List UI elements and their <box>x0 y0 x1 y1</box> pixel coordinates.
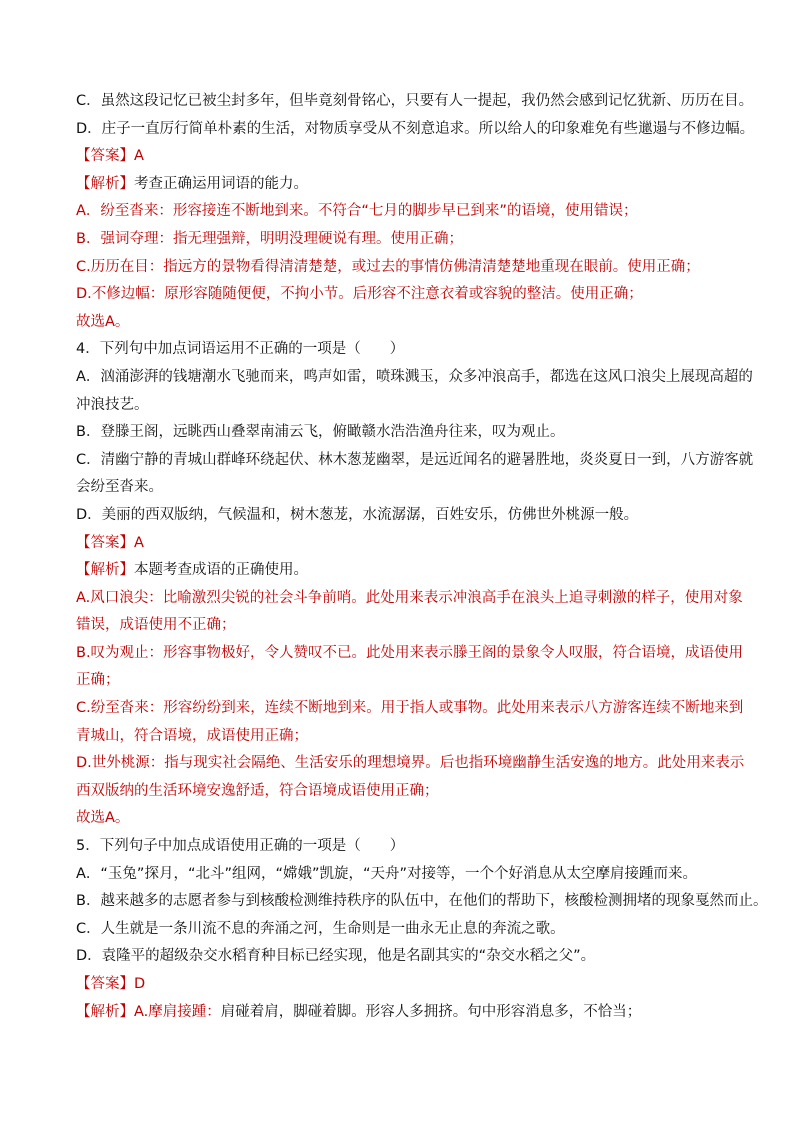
q4-analysis-head <box>76 560 728 580</box>
q5-option-b: B．越来越多的志愿者参与到核酸检测维持秩序的队伍中，在他们的帮助下，核酸检测拥堵的现象戛然而止。 <box>76 893 768 910</box>
q5-option-a: A．“玉兔”探月，“北斗”组网，“嫦娥”凯旋，“天舟”对接等，一个个好消息从太空摩肩接踵而来。 <box>76 865 698 882</box>
q4-conclusion: 故选A。 <box>76 810 130 827</box>
q3-option-c: C．虽然这段记忆已被尘封多年，但毕竟刻骨铭心，只要有人一提起，我仍然会感到记忆犹新、历历在目。 <box>76 93 754 109</box>
analysis-text: 考查正确运用词语的能力。 <box>134 175 308 192</box>
analysis-tag: 【解析】 <box>76 562 134 579</box>
q4-answer <box>76 533 728 553</box>
q4-analysis-b-line1: B.叹为观止：形容事物极好，令人赞叹不已。此处用来表示滕王阁的景象令人叹服，符合语境，成语使用 <box>76 644 744 661</box>
q5-analysis-head <box>76 1002 728 1022</box>
analysis-text: 本题考查成语的正确使用。 <box>134 562 308 579</box>
q4-analysis-a-line2: 错误，成语使用不正确； <box>76 617 236 634</box>
analysis-text: 肩碰着肩，脚碰着脚。形容人多拥挤。句中形容消息多，不恰当； <box>220 1003 642 1020</box>
q5-stem: 5．下列句子中加点成语使用正确的一项是（ ） <box>76 838 405 855</box>
q3-answer <box>76 146 728 166</box>
q3-option-d: D．庄子一直厉行简单朴素的生活，对物质享受从不刻意追求。所以给人的印象难免有些邋遢与不修边幅。 <box>76 120 755 137</box>
answer-value: D <box>134 976 146 992</box>
q3-analysis-a: A．纷至沓来：形容接连不断地到来。不符合“七月的脚步早已到来”的语境，使用错误； <box>76 203 638 220</box>
answer-tag: 【答案】 <box>76 534 134 551</box>
q4-analysis-d-line2: 西双版纳的生活环境安逸舒适，符合语境成语使用正确； <box>76 782 439 799</box>
analysis-tag: 【解析】 <box>76 175 134 192</box>
q5-answer <box>76 974 728 994</box>
q4-stem: 4．下列句中加点词语运用不正确的一项是（ ） <box>76 341 405 358</box>
q3-analysis-c: C.历历在目：指远方的景物看得清清楚楚，或过去的事情仿佛清清楚楚地重现在眼前。使用正确； <box>76 258 700 275</box>
q5-option-d: D．袁隆平的超级杂交水稻育种目标已经实现，他是名副其实的“杂交水稻之父”。 <box>76 948 596 965</box>
q4-option-a-line1: A．汹涌澎湃的钱塘潮水飞驰而来，鸣声如雷，喷珠溅玉，众多冲浪高手，都选在这风口浪尖上展现高超的 <box>76 368 753 385</box>
q5-option-c: C．人生就是一条川流不息的奔涌之河，生命则是一曲永无止息的奔流之歌。 <box>76 920 565 937</box>
q3-analysis-d: D.不修边幅：原形容随随便便，不拘小节。后形容不注意衣着或容貌的整洁。使用正确； <box>76 286 643 303</box>
answer-value: A <box>134 148 144 165</box>
q4-analysis-c-line1: C.纷至沓来：形容纷纷到来，连续不断地到来。用于指人或事物。此处用来表示八方游客连续不断地来到 <box>76 700 744 717</box>
q4-analysis-d-line1: D.世外桃源：指与现实社会隔绝、生活安乐的理想境界。后也指环境幽静生活安逸的地方。此处用来表示 <box>76 755 745 772</box>
analysis-tag: 【解析】 <box>76 1003 134 1020</box>
q4-option-b: B．登滕王阁，远眺西山叠翠南浦云飞，俯瞰赣水浩浩渔舟往来，叹为观止。 <box>76 424 565 441</box>
q4-analysis-c-line2: 青城山，符合语境，成语使用正确； <box>76 727 308 744</box>
document-page <box>76 91 768 1022</box>
q4-option-d: D．美丽的西双版纳，气候温和，树木葱茏，水流潺潺，百姓安乐，仿佛世外桃源一般。 <box>76 506 639 523</box>
analysis-term: A.摩肩接踵： <box>134 1003 221 1020</box>
q3-analysis-head <box>76 174 728 194</box>
q4-option-c-line1: C．清幽宁静的青城山群峰环绕起伏、林木葱茏幽翠，是远近闻名的避暑胜地，炎炎夏日一到，八方游客就 <box>76 451 754 468</box>
q4-option-c-line2: 会纷至沓来。 <box>76 479 163 496</box>
q3-conclusion: 故选A。 <box>76 313 130 330</box>
answer-tag: 【答案】 <box>76 148 134 165</box>
answer-value: A <box>134 534 144 551</box>
answer-tag: 【答案】 <box>76 976 134 992</box>
q3-analysis-b: B．强词夺理：指无理强辩，明明没理硬说有理。使用正确； <box>76 230 463 247</box>
q4-option-a-line2: 冲浪技艺。 <box>76 396 149 413</box>
q4-analysis-b-line2: 正确； <box>76 672 120 689</box>
q4-analysis-a-line1: A.风口浪尖：比喻激烈尖锐的社会斗争前哨。此处用来表示冲浪高手在浪头上追寻刺激的样子，使用对象 <box>76 589 743 606</box>
